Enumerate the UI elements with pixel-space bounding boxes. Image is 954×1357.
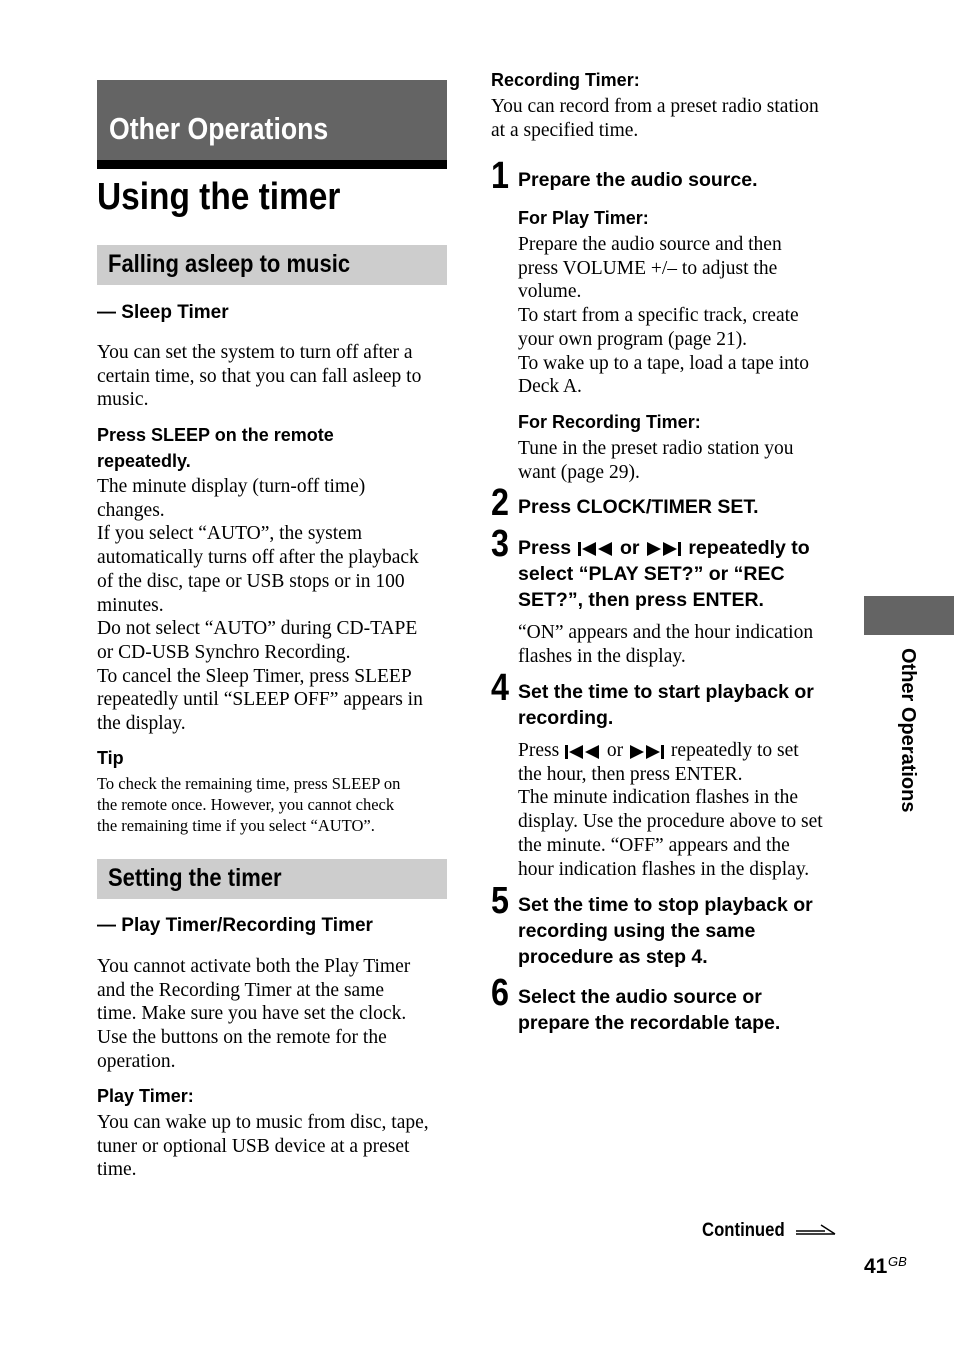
step-4-title: Set the time to start playback or recording.	[518, 681, 814, 729]
tip-text: To check the remaining time, press SLEEP on the remote once. However, you cannot check the remaining time if you select “AUTO”.	[97, 774, 401, 835]
continued-arrow-icon	[795, 1222, 837, 1238]
step-6-title: Select the audio source or prepare the recordable tape.	[518, 986, 781, 1034]
sleep-details: The minute display (turn-off time) changes. If you select “AUTO”, the system automatically turns off after the playback of the disc, tape or USB stops or in 100 minutes. Do not select “AUTO” during CD-TAPE or CD-USB Synchro Recording. To cancel the Sleep Timer, press SLEEP repeatedly until “SLEEP OFF” appears in the display.	[97, 476, 423, 735]
step-5-title: Set the time to stop playback or recording using the same procedure as step 4.	[518, 894, 813, 968]
sleep-intro: You can set the system to turn off after a certain time, so that you can fall asleep to music.	[97, 342, 422, 411]
step-3-title: Press or repeatedly to select “PLAY SET?” or “REC SET?”, then press ENTER.	[518, 537, 810, 611]
tip-label: Tip	[97, 748, 124, 768]
step-4-number: 4	[491, 667, 509, 709]
side-tab-label: Other Operations	[897, 648, 919, 813]
step-1-rec-label: For Recording Timer:	[518, 412, 701, 432]
step-3-number: 3	[491, 523, 509, 565]
page-number: 41	[864, 1255, 888, 1278]
play-timer-text: You can wake up to music from disc, tape, tuner or optional USB device at a preset time.	[97, 1112, 429, 1181]
timer-section-title: Setting the timer	[108, 864, 282, 892]
section-banner-rule	[97, 160, 447, 169]
step-1-title: Prepare the audio source.	[518, 169, 758, 191]
step-4-text: Press or repeatedly to set the hour, then press ENTER. The minute indication flashes in the display. Use the procedure above to set the minute. “OFF” appears and the hour indication flashes in the display.	[518, 740, 823, 880]
continued-label: Continued	[702, 1220, 785, 1241]
page-number-suffix: GB	[888, 1254, 907, 1269]
page-title: Using the timer	[97, 176, 341, 218]
section-title: Other Operations	[109, 111, 329, 146]
recording-timer-label: Recording Timer:	[491, 70, 640, 90]
step-3-text: “ON” appears and the hour indication flashes in the display.	[518, 622, 814, 667]
sleep-subtitle: — Sleep Timer	[97, 302, 229, 323]
next-track-icon	[645, 541, 683, 557]
step-5-number: 5	[491, 880, 509, 922]
step-1-rec-text: Tune in the preset radio station you want (page 29).	[518, 438, 794, 483]
step-1-play-label: For Play Timer:	[518, 208, 649, 228]
timer-subtitle: — Play Timer/Recording Timer	[97, 915, 373, 936]
step-6-number: 6	[491, 972, 509, 1014]
next-track-icon	[628, 744, 666, 760]
play-timer-label: Play Timer:	[97, 1086, 194, 1106]
step-1-play-text: Prepare the audio source and then press VOLUME +/– to adjust the volume. To start from a specific track, create your own program (page 21). To wake up to a tape, load a tape into Deck A.	[518, 234, 810, 398]
step-1-number: 1	[491, 155, 509, 197]
timer-intro: You cannot activate both the Play Timer and the Recording Timer at the same time. Make sure you have set the clock. Use the buttons on the remote for the operation.	[97, 956, 411, 1072]
step-2-number: 2	[491, 482, 509, 524]
sleep-instruction: Press SLEEP on the remote repeatedly.	[97, 425, 334, 471]
step-2-title: Press CLOCK/TIMER SET.	[518, 496, 759, 518]
sleep-section-title: Falling asleep to music	[108, 250, 351, 278]
previous-track-icon	[564, 744, 602, 760]
recording-timer-text: You can record from a preset radio station at a specified time.	[491, 96, 819, 141]
previous-track-icon	[577, 541, 615, 557]
side-tab	[864, 596, 954, 635]
